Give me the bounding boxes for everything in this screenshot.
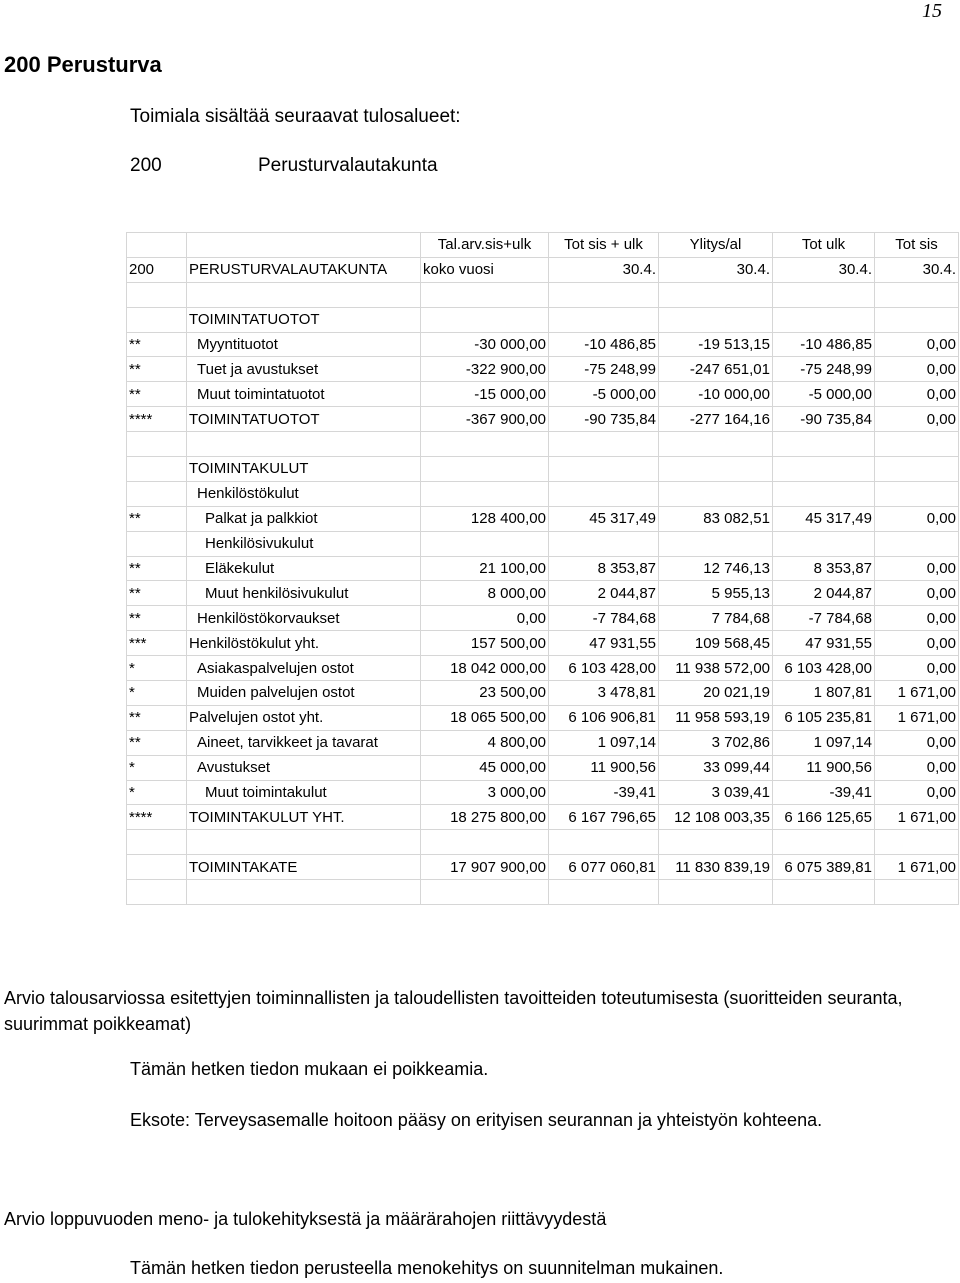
row-label: TOIMINTATUOTOT — [187, 407, 421, 432]
eksote-note: Eksote: Terveysasemalle hoitoon pääsy on erityisen seurannan ja yhteistyön kohteena. — [130, 1110, 823, 1130]
external-value: 6 105 235,81 — [773, 705, 875, 730]
budget-value: 0,00 — [421, 606, 549, 631]
row-label: Aineet, tarvikkeet ja tavarat — [187, 730, 421, 755]
row-marker — [127, 432, 187, 457]
total-value: -90 735,84 — [549, 407, 659, 432]
budget-value — [421, 880, 549, 905]
variance-value: 109 568,45 — [659, 631, 773, 656]
row-label: TOIMINTAKATE — [187, 855, 421, 880]
internal-value: 0,00 — [875, 407, 959, 432]
table-row — [127, 282, 959, 307]
row-label: Eläkekulut — [187, 556, 421, 581]
forecast-text: Tämän hetken tiedon perusteella menokehitys on suunnitelman mukainen. — [130, 1258, 724, 1278]
row-label: Myyntituotot — [187, 332, 421, 357]
internal-value — [875, 880, 959, 905]
external-value: 1 097,14 — [773, 730, 875, 755]
header-internal: Tot sis — [875, 233, 959, 258]
internal-value — [875, 481, 959, 506]
total-value: 6 167 796,65 — [549, 805, 659, 830]
row-marker: ** — [127, 357, 187, 382]
row-label: TOIMINTAKULUT YHT. — [187, 805, 421, 830]
internal-value: 1 671,00 — [875, 805, 959, 830]
variance-value: 7 784,68 — [659, 606, 773, 631]
external-value — [773, 531, 875, 556]
total-value: 8 353,87 — [549, 556, 659, 581]
variance-value — [659, 830, 773, 855]
row-label: TOIMINTATUOTOT — [187, 307, 421, 332]
total-value — [549, 531, 659, 556]
internal-value: 0,00 — [875, 656, 959, 681]
total-value — [549, 282, 659, 307]
external-value: -39,41 — [773, 780, 875, 805]
budget-value: 18 275 800,00 — [421, 805, 549, 830]
total-value: 45 317,49 — [549, 506, 659, 531]
header-marker: 200 — [127, 257, 187, 282]
table-row — [127, 481, 959, 506]
forecast-heading: Arvio loppuvuoden meno- ja tulokehityksestä ja määrärahojen riittävyydestä — [4, 1209, 607, 1229]
internal-value: 1 671,00 — [875, 855, 959, 880]
variance-value — [659, 432, 773, 457]
row-label: Henkilösivukulut — [187, 531, 421, 556]
row-marker: * — [127, 755, 187, 780]
table-row — [127, 357, 959, 382]
row-label: TOIMINTAKULUT — [187, 457, 421, 482]
internal-value — [875, 830, 959, 855]
variance-value: 3 039,41 — [659, 780, 773, 805]
total-value: -10 486,85 — [549, 332, 659, 357]
budget-value — [421, 830, 549, 855]
table-row — [127, 581, 959, 606]
row-marker: ** — [127, 506, 187, 531]
budget-value: 128 400,00 — [421, 506, 549, 531]
table-row — [127, 880, 959, 905]
internal-value — [875, 531, 959, 556]
total-value: 47 931,55 — [549, 631, 659, 656]
row-label: Palkat ja palkkiot — [187, 506, 421, 531]
budget-value: -30 000,00 — [421, 332, 549, 357]
external-value — [773, 457, 875, 482]
row-label — [187, 282, 421, 307]
header-internal: 30.4. — [875, 257, 959, 282]
table-row — [127, 730, 959, 755]
header-marker — [127, 233, 187, 258]
header-label — [187, 233, 421, 258]
budget-value: 17 907 900,00 — [421, 855, 549, 880]
internal-value — [875, 307, 959, 332]
table-row — [127, 531, 959, 556]
budget-value: 157 500,00 — [421, 631, 549, 656]
internal-value — [875, 457, 959, 482]
row-marker — [127, 880, 187, 905]
header-variance: Ylitys/al — [659, 233, 773, 258]
row-marker — [127, 531, 187, 556]
table-row — [127, 407, 959, 432]
intro-text: Toimiala sisältää seuraavat tulosalueet: — [130, 106, 461, 127]
total-value: 6 103 428,00 — [549, 656, 659, 681]
table-row — [127, 705, 959, 730]
internal-value — [875, 282, 959, 307]
variance-value: -277 164,16 — [659, 407, 773, 432]
total-value: 1 097,14 — [549, 730, 659, 755]
assessment-text: Tämän hetken tiedon mukaan ei poikkeamia. — [130, 1059, 489, 1079]
unit-code: 200 — [130, 155, 162, 176]
row-label: Muut toimintatuotot — [187, 382, 421, 407]
row-label: Avustukset — [187, 755, 421, 780]
variance-value: 3 702,86 — [659, 730, 773, 755]
external-value: 1 807,81 — [773, 681, 875, 706]
budget-value — [421, 432, 549, 457]
variance-value — [659, 481, 773, 506]
row-marker: *** — [127, 631, 187, 656]
total-value: 6 077 060,81 — [549, 855, 659, 880]
row-marker: ** — [127, 556, 187, 581]
total-value: 3 478,81 — [549, 681, 659, 706]
external-value: 6 103 428,00 — [773, 656, 875, 681]
variance-value — [659, 880, 773, 905]
header-total: 30.4. — [549, 257, 659, 282]
internal-value: 0,00 — [875, 506, 959, 531]
budget-value: 8 000,00 — [421, 581, 549, 606]
budget-table — [126, 232, 959, 905]
row-label: Asiakaspalvelujen ostot — [187, 656, 421, 681]
header-label: PERUSTURVALAUTAKUNTA — [187, 257, 421, 282]
external-value: 6 166 125,65 — [773, 805, 875, 830]
table-row — [127, 830, 959, 855]
external-value: 8 353,87 — [773, 556, 875, 581]
internal-value: 0,00 — [875, 606, 959, 631]
total-value: 11 900,56 — [549, 755, 659, 780]
variance-value: -247 651,01 — [659, 357, 773, 382]
row-marker: ** — [127, 581, 187, 606]
row-label: Henkilöstökulut yht. — [187, 631, 421, 656]
row-label: Henkilöstökulut — [187, 481, 421, 506]
budget-value: -15 000,00 — [421, 382, 549, 407]
page-number: 15 — [922, 0, 942, 22]
budget-value — [421, 307, 549, 332]
total-value: 2 044,87 — [549, 581, 659, 606]
internal-value: 0,00 — [875, 581, 959, 606]
external-value: -90 735,84 — [773, 407, 875, 432]
total-value — [549, 432, 659, 457]
assessment-heading: Arvio talousarviossa esitettyjen toiminnallisten ja taloudellisten tavoitteiden toteutumisesta (suoritteiden seuranta, suurimmat poikkeamat) — [4, 988, 903, 1034]
external-value: -10 486,85 — [773, 332, 875, 357]
table-header-row — [127, 233, 959, 258]
external-value: 2 044,87 — [773, 581, 875, 606]
variance-value: 20 021,19 — [659, 681, 773, 706]
variance-value — [659, 282, 773, 307]
header-external: 30.4. — [773, 257, 875, 282]
variance-value: 12 746,13 — [659, 556, 773, 581]
row-marker — [127, 830, 187, 855]
internal-value: 1 671,00 — [875, 705, 959, 730]
budget-value: 45 000,00 — [421, 755, 549, 780]
budget-value: -322 900,00 — [421, 357, 549, 382]
table-row — [127, 606, 959, 631]
row-marker: * — [127, 780, 187, 805]
budget-value: 23 500,00 — [421, 681, 549, 706]
row-label — [187, 432, 421, 457]
table-row — [127, 855, 959, 880]
unit-name: Perusturvalautakunta — [258, 155, 438, 176]
page-title: 200 Perusturva — [4, 52, 162, 77]
variance-value: 33 099,44 — [659, 755, 773, 780]
row-marker: ** — [127, 705, 187, 730]
row-label — [187, 880, 421, 905]
total-value — [549, 481, 659, 506]
row-label: Tuet ja avustukset — [187, 357, 421, 382]
row-marker — [127, 855, 187, 880]
table-row — [127, 432, 959, 457]
table-row — [127, 631, 959, 656]
total-value: -39,41 — [549, 780, 659, 805]
total-value: -5 000,00 — [549, 382, 659, 407]
external-value — [773, 282, 875, 307]
variance-value: 11 830 839,19 — [659, 855, 773, 880]
row-marker — [127, 457, 187, 482]
internal-value: 0,00 — [875, 755, 959, 780]
row-marker: **** — [127, 805, 187, 830]
table-row — [127, 506, 959, 531]
header-variance: 30.4. — [659, 257, 773, 282]
table-header-row — [127, 257, 959, 282]
total-value — [549, 307, 659, 332]
budget-value: 4 800,00 — [421, 730, 549, 755]
row-marker: ** — [127, 730, 187, 755]
internal-value: 0,00 — [875, 780, 959, 805]
header-budget: Tal.arv.sis+ulk — [421, 233, 549, 258]
total-value — [549, 830, 659, 855]
internal-value: 0,00 — [875, 357, 959, 382]
row-label: Palvelujen ostot yht. — [187, 705, 421, 730]
external-value — [773, 481, 875, 506]
row-label: Muut henkilösivukulut — [187, 581, 421, 606]
internal-value — [875, 432, 959, 457]
variance-value: 5 955,13 — [659, 581, 773, 606]
external-value: 47 931,55 — [773, 631, 875, 656]
table-row — [127, 307, 959, 332]
header-total: Tot sis + ulk — [549, 233, 659, 258]
row-label: Henkilöstökorvaukset — [187, 606, 421, 631]
external-value: -75 248,99 — [773, 357, 875, 382]
variance-value: 12 108 003,35 — [659, 805, 773, 830]
budget-value — [421, 282, 549, 307]
row-label — [187, 830, 421, 855]
budget-value — [421, 481, 549, 506]
internal-value: 0,00 — [875, 382, 959, 407]
external-value — [773, 880, 875, 905]
variance-value: -19 513,15 — [659, 332, 773, 357]
budget-value: 18 042 000,00 — [421, 656, 549, 681]
external-value: -7 784,68 — [773, 606, 875, 631]
variance-value: 83 082,51 — [659, 506, 773, 531]
external-value: -5 000,00 — [773, 382, 875, 407]
external-value — [773, 307, 875, 332]
variance-value: -10 000,00 — [659, 382, 773, 407]
table-row — [127, 681, 959, 706]
row-label: Muut toimintakulut — [187, 780, 421, 805]
external-value — [773, 830, 875, 855]
external-value: 6 075 389,81 — [773, 855, 875, 880]
table-row — [127, 780, 959, 805]
total-value: -75 248,99 — [549, 357, 659, 382]
total-value — [549, 457, 659, 482]
total-value: -7 784,68 — [549, 606, 659, 631]
row-marker — [127, 481, 187, 506]
variance-value: 11 958 593,19 — [659, 705, 773, 730]
budget-value: 21 100,00 — [421, 556, 549, 581]
header-budget: koko vuosi — [421, 257, 549, 282]
internal-value: 0,00 — [875, 631, 959, 656]
row-marker — [127, 282, 187, 307]
table-row — [127, 656, 959, 681]
header-external: Tot ulk — [773, 233, 875, 258]
table-row — [127, 457, 959, 482]
internal-value: 0,00 — [875, 332, 959, 357]
internal-value: 0,00 — [875, 556, 959, 581]
variance-value — [659, 457, 773, 482]
variance-value: 11 938 572,00 — [659, 656, 773, 681]
variance-value — [659, 531, 773, 556]
variance-value — [659, 307, 773, 332]
row-marker: ** — [127, 606, 187, 631]
budget-value: -367 900,00 — [421, 407, 549, 432]
row-marker: ** — [127, 332, 187, 357]
row-marker: **** — [127, 407, 187, 432]
row-label: Muiden palvelujen ostot — [187, 681, 421, 706]
table-row — [127, 556, 959, 581]
budget-value — [421, 457, 549, 482]
budget-value — [421, 531, 549, 556]
external-value — [773, 432, 875, 457]
external-value: 45 317,49 — [773, 506, 875, 531]
internal-value: 0,00 — [875, 730, 959, 755]
row-marker: * — [127, 681, 187, 706]
total-value: 6 106 906,81 — [549, 705, 659, 730]
table-row — [127, 332, 959, 357]
external-value: 11 900,56 — [773, 755, 875, 780]
budget-value: 18 065 500,00 — [421, 705, 549, 730]
total-value — [549, 880, 659, 905]
row-marker: ** — [127, 382, 187, 407]
table-row — [127, 382, 959, 407]
row-marker: * — [127, 656, 187, 681]
table-row — [127, 755, 959, 780]
row-marker — [127, 307, 187, 332]
table-row — [127, 805, 959, 830]
internal-value: 1 671,00 — [875, 681, 959, 706]
budget-value: 3 000,00 — [421, 780, 549, 805]
